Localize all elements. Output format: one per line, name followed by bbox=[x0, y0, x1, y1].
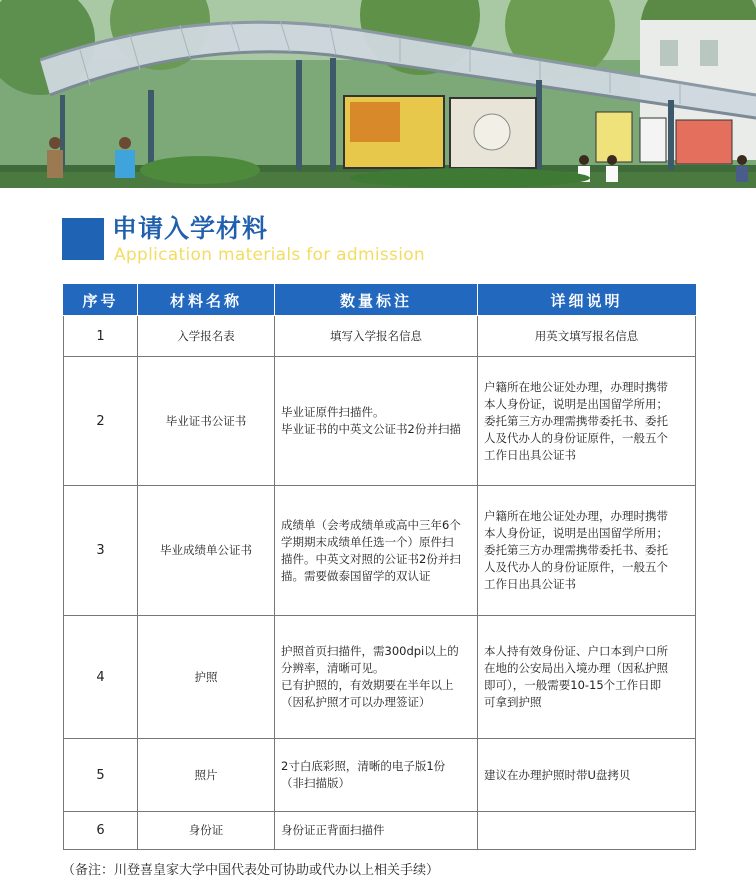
detail-line: 人及代办人的身份证原件，一般五个 bbox=[484, 560, 668, 574]
material-name: 身份证 bbox=[138, 812, 275, 850]
detail-note bbox=[478, 486, 696, 616]
table-row bbox=[64, 316, 696, 357]
detail-line: 委托第三方办理需携带委托书、委托 bbox=[484, 543, 668, 557]
material-name: 护照 bbox=[138, 616, 275, 739]
row-number: 1 bbox=[64, 316, 138, 357]
quantity-note bbox=[275, 357, 478, 486]
material-name: 毕业成绩单公证书 bbox=[138, 486, 275, 616]
quantity-line: 身份证正背面扫描件 bbox=[281, 823, 385, 837]
quantity-line: 毕业证书的中英文公证书2份并扫描 bbox=[281, 422, 461, 436]
row-number: 6 bbox=[64, 812, 138, 850]
detail-line: 可拿到护照 bbox=[484, 695, 542, 709]
page-title: 申请入学材料 bbox=[112, 214, 269, 243]
material-name: 入学报名表 bbox=[138, 316, 275, 357]
page-subtitle: Application materials for admission bbox=[114, 245, 425, 265]
table-row bbox=[64, 486, 696, 616]
quantity-line: （因私护照才可以办理签证） bbox=[281, 695, 431, 709]
detail-note bbox=[478, 357, 696, 486]
header-name: 材料名称 bbox=[138, 285, 275, 316]
campus-walkway-illustration bbox=[0, 0, 756, 188]
header-detail: 详细说明 bbox=[478, 285, 696, 316]
row-number: 3 bbox=[64, 486, 138, 616]
heading-accent-square bbox=[62, 218, 104, 260]
material-name: 毕业证书公证书 bbox=[138, 357, 275, 486]
quantity-line: 描件。中英文对照的公证书2份并扫 bbox=[281, 551, 461, 566]
table-row bbox=[64, 812, 696, 850]
table-row bbox=[64, 739, 696, 812]
quantity-line: （非扫描版） bbox=[281, 776, 350, 790]
detail-line: 工作日出具公证书 bbox=[484, 447, 576, 462]
header-no: 序号 bbox=[64, 285, 138, 316]
admission-materials-table bbox=[63, 284, 696, 850]
detail-line: 在地的公安局出入境办理（因私护照 bbox=[484, 661, 668, 675]
table-row bbox=[64, 616, 696, 739]
hero-photo bbox=[0, 0, 756, 188]
header-quantity: 数量标注 bbox=[275, 285, 478, 316]
row-number: 2 bbox=[64, 357, 138, 486]
quantity-line: 填写入学报名信息 bbox=[330, 328, 422, 343]
detail-note bbox=[478, 316, 696, 357]
detail-line: 本人身份证，说明是出国留学所用； bbox=[484, 396, 668, 411]
detail-line: 用英文填写报名信息 bbox=[534, 328, 639, 343]
detail-note bbox=[478, 739, 696, 812]
detail-line: 户籍所在地公证处办理，办理时携带 bbox=[484, 509, 668, 523]
quantity-line: 描。需要做泰国留学的双认证 bbox=[281, 568, 431, 583]
detail-line: 人及代办人的身份证原件，一般五个 bbox=[484, 430, 668, 445]
quantity-line: 学期期末成绩单任选一个）原件扫 bbox=[281, 534, 454, 549]
detail-line: 即可），一般需要10-15个工作日即 bbox=[484, 678, 662, 692]
detail-note bbox=[478, 616, 696, 739]
table-header-row bbox=[64, 285, 696, 316]
detail-line: 委托第三方办理需携带委托书、委托 bbox=[484, 413, 668, 428]
material-name: 照片 bbox=[138, 739, 275, 812]
detail-note bbox=[478, 812, 696, 850]
quantity-note bbox=[275, 739, 478, 812]
table-row bbox=[64, 357, 696, 486]
quantity-line: 2寸白底彩照，清晰的电子版1份 bbox=[281, 759, 446, 773]
detail-line: 建议在办理护照时带U盘拷贝 bbox=[484, 767, 631, 782]
quantity-line: 护照首页扫描件，需300dpi以上的 bbox=[281, 644, 459, 658]
footnote: （备注：川登喜皇家大学中国代表处可协助或代办以上相关手续） bbox=[62, 863, 440, 878]
detail-line: 本人身份证，说明是出国留学所用； bbox=[484, 526, 668, 540]
row-number: 5 bbox=[64, 739, 138, 812]
row-number: 4 bbox=[64, 616, 138, 739]
quantity-note bbox=[275, 616, 478, 739]
detail-line: 本人持有效身份证、户口本到户口所 bbox=[484, 644, 668, 658]
quantity-note bbox=[275, 486, 478, 616]
quantity-line: 分辨率，清晰可见。 bbox=[281, 661, 385, 675]
quantity-line: 毕业证原件扫描件。 bbox=[281, 405, 385, 419]
quantity-note bbox=[275, 316, 478, 357]
detail-line: 户籍所在地公证处办理，办理时携带 bbox=[484, 379, 668, 394]
quantity-line: 已有护照的，有效期要在半年以上 bbox=[281, 678, 454, 692]
quantity-line: 成绩单（会考成绩单或高中三年6个 bbox=[281, 517, 461, 532]
quantity-note bbox=[275, 812, 478, 850]
detail-line: 工作日出具公证书 bbox=[484, 577, 576, 591]
